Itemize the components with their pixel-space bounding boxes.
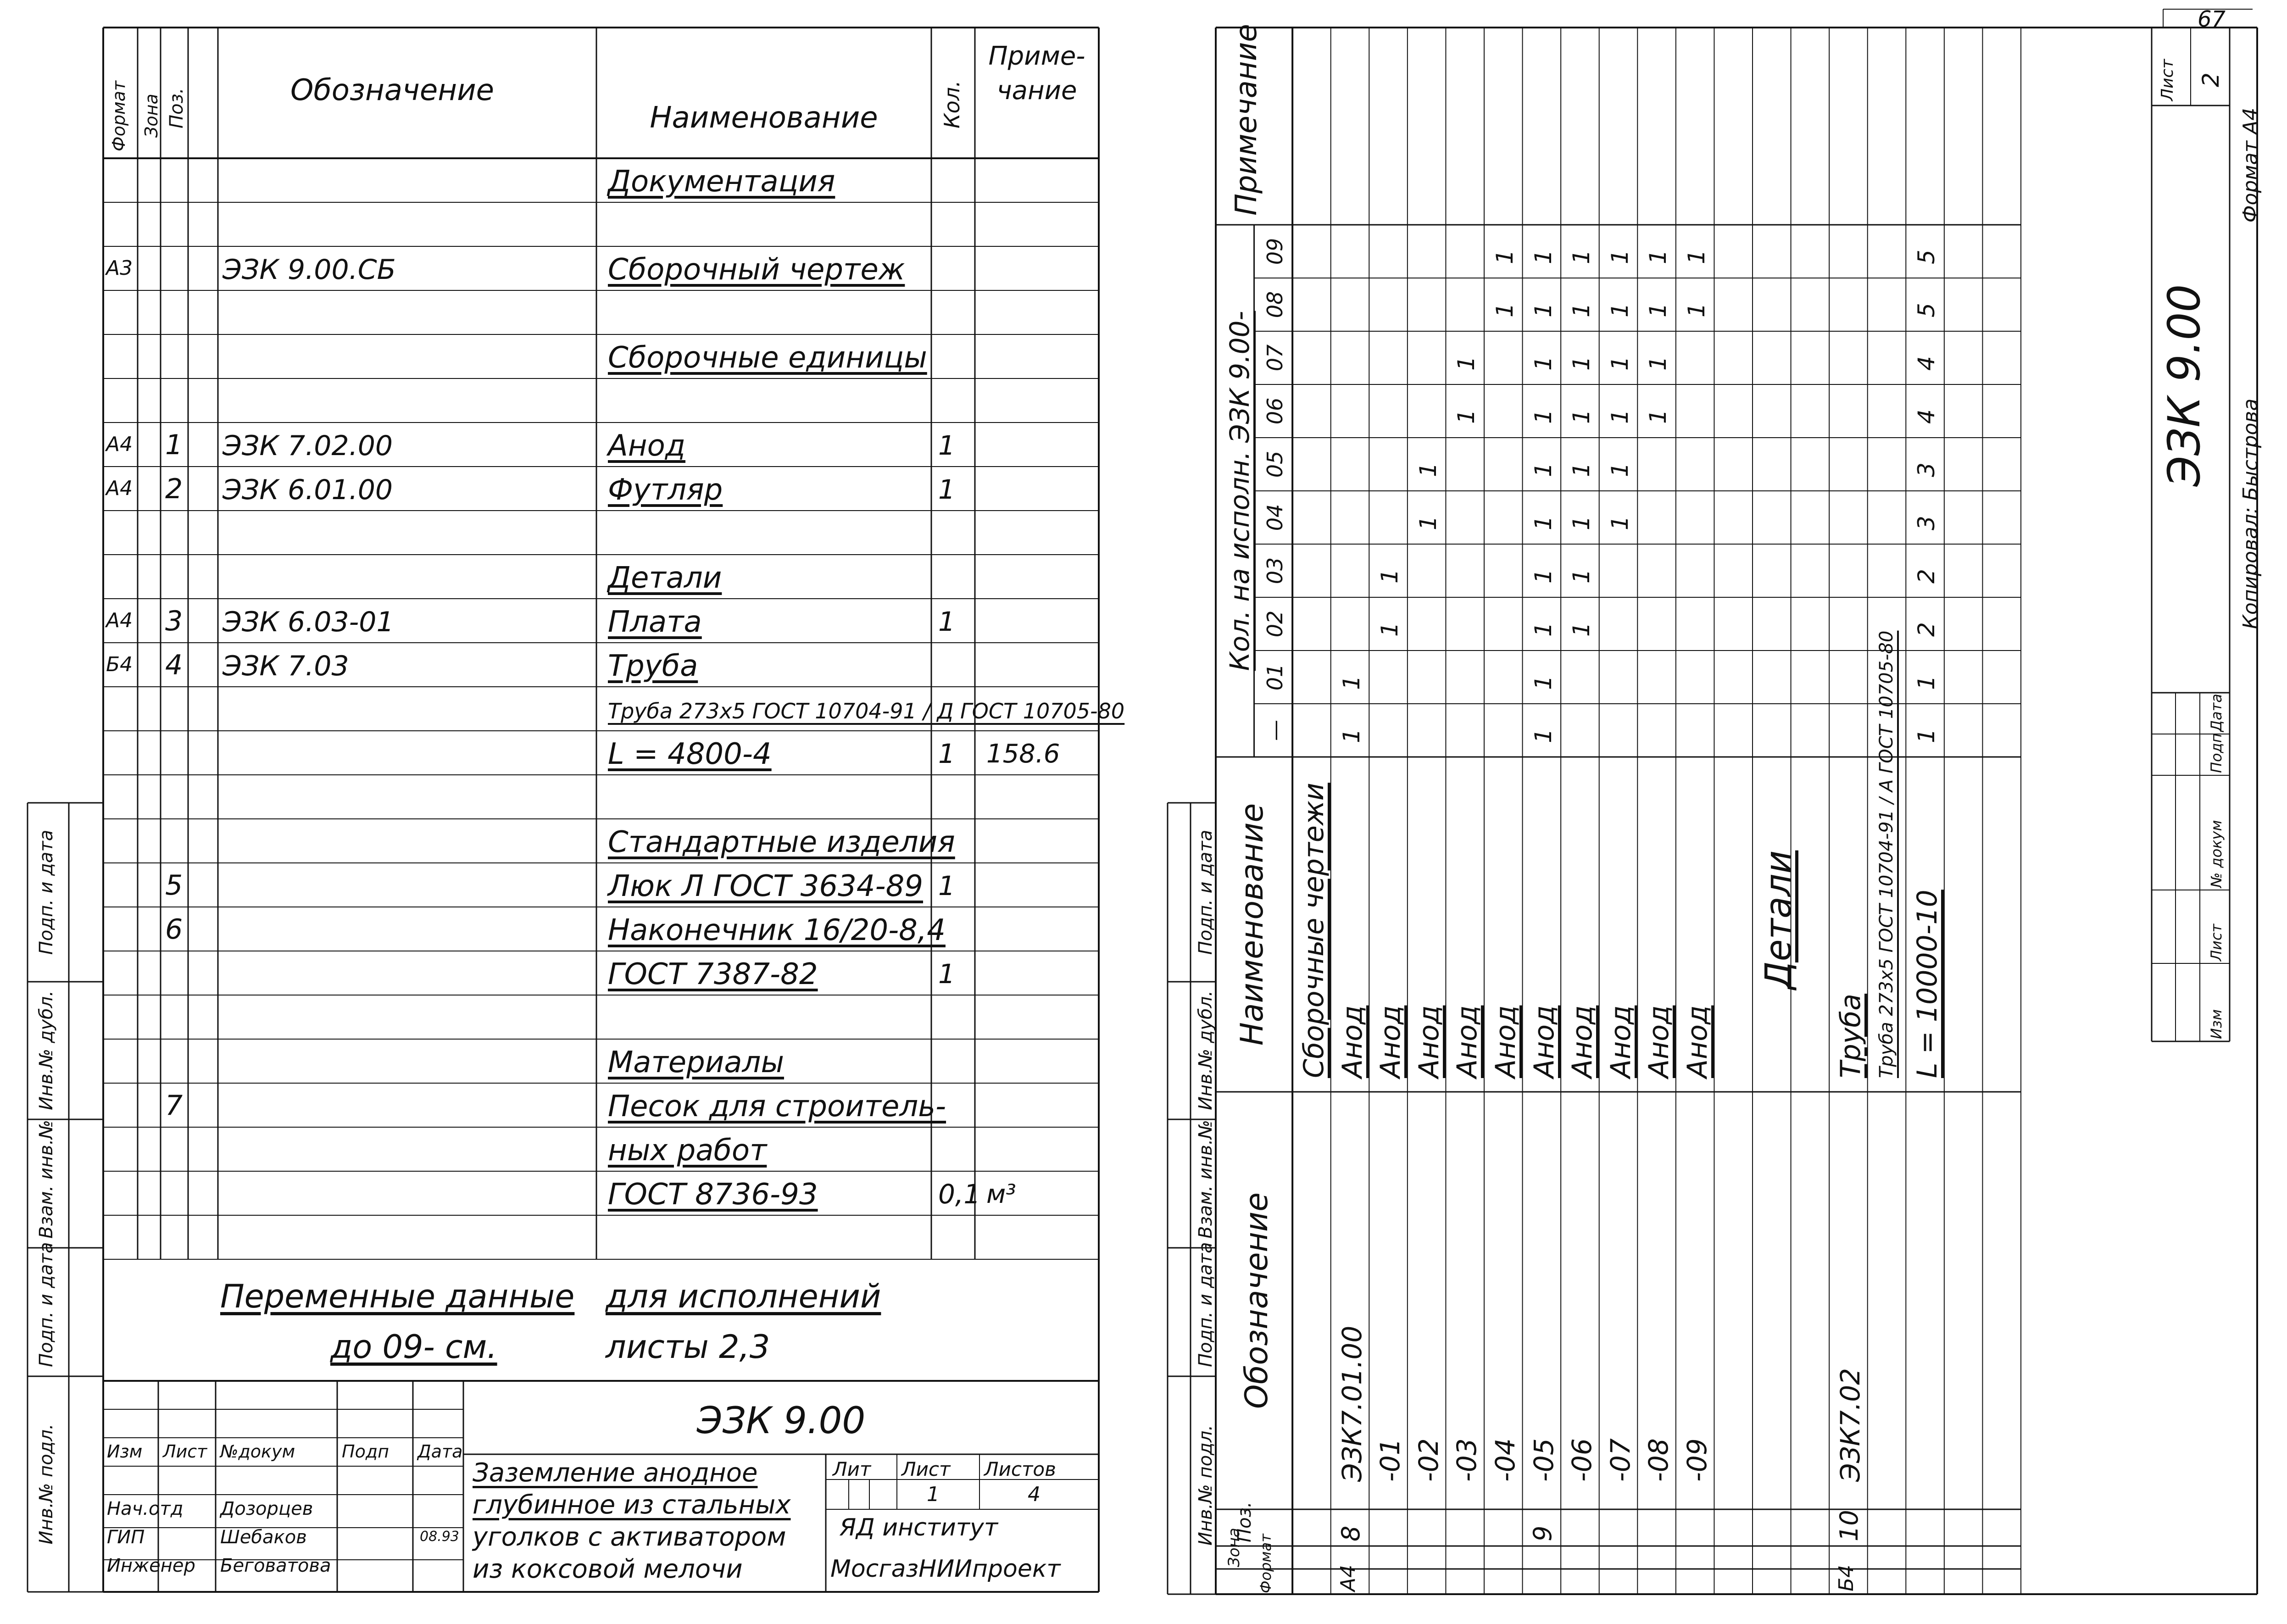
side-stamp-label: Подп. и дата	[36, 1242, 57, 1367]
row-name: Люк Л ГОСТ 3634-89	[608, 869, 924, 903]
title-block-person: Беговатова	[220, 1555, 331, 1576]
row-format: А4	[106, 609, 133, 632]
right-sheet	[1119, 0, 2287, 1624]
header-qty-title: Кол. на исполн. ЭЗК 9.00-	[1224, 311, 1255, 671]
title-block-hdr-sign: Подп	[2208, 733, 2225, 773]
variant-header: 04	[1262, 504, 1287, 531]
title-block-org-line2: МосгазНИИпроект	[830, 1555, 1061, 1583]
row-designation: ЭЗК 6.01.00	[223, 474, 393, 506]
variant-header: 06	[1262, 397, 1287, 425]
row-variant-qty: 1	[1338, 675, 1365, 690]
header-note-line1: Приме-	[988, 41, 1085, 71]
title-block-hdr-date: Дата	[417, 1441, 463, 1462]
row-variant-qty: 1	[1645, 356, 1672, 371]
side-stamp-label: Подп. и дата	[36, 829, 57, 955]
row-variant-qty: 5	[1913, 303, 1940, 317]
row-variant-qty: 1	[1414, 462, 1441, 477]
header-designation: Обозначение	[1239, 1192, 1275, 1409]
title-block-role: ГИП	[107, 1527, 145, 1548]
header-name: Наименование	[650, 101, 878, 135]
row-variant-qty: 2	[1913, 622, 1940, 637]
row-position: 2	[165, 473, 183, 505]
row-variant-qty: 2	[1913, 569, 1940, 584]
header-note: Примечание	[1230, 24, 1263, 216]
title-block-format: Формат А4	[2239, 107, 2262, 223]
row-variant-qty: 1	[1530, 356, 1557, 371]
row-variant-qty: 4	[1913, 356, 1940, 371]
row-format: А4	[1336, 1564, 1360, 1591]
title-block-hdr-sign: Подп	[342, 1441, 389, 1462]
row-position: 4	[165, 649, 183, 681]
row-name: Футляр	[608, 473, 723, 507]
section-heading: Детали	[1758, 850, 1799, 990]
row-quantity: 1	[938, 606, 955, 637]
title-block-sheet: 1	[927, 1483, 940, 1506]
row-variant-qty: 5	[1913, 250, 1940, 264]
row-variant-qty: 1	[1645, 250, 1672, 264]
row-format: Б4	[1835, 1564, 1859, 1591]
row-designation: -08	[1643, 1438, 1675, 1482]
row-name: Труба	[1835, 993, 1867, 1078]
row-name: Наконечник 16/20-8,4	[608, 913, 946, 947]
title-block-sheet-label: Лист	[2158, 59, 2177, 101]
title-block-date: 08.93	[420, 1529, 459, 1545]
row-position: 9	[1528, 1525, 1557, 1541]
row-name: Анод	[1374, 1005, 1407, 1078]
row-designation: ЭЗК 7.02.00	[223, 430, 393, 462]
row-variant-qty: 1	[1913, 729, 1940, 743]
row-format: Б4	[106, 653, 133, 676]
row-variant-qty: 1	[1568, 569, 1595, 584]
title-block-hdr-izm: Изм	[107, 1441, 143, 1462]
side-stamp-label: Инв.№ дубл.	[1195, 990, 1216, 1110]
row-variant-qty: 1	[1568, 250, 1595, 264]
title-block-hdr-list: Лист	[2208, 923, 2225, 961]
row-variant-qty: 1	[1568, 622, 1595, 637]
variable-data-line2-b: листы 2,3	[606, 1328, 770, 1366]
row-variant-qty: 1	[1568, 356, 1595, 371]
row-variant-qty: 1	[1606, 250, 1633, 264]
row-variant-qty: 1	[1530, 675, 1557, 690]
header-format: Формат	[109, 80, 129, 151]
row-designation: ЭЗК7.01.00	[1336, 1325, 1368, 1482]
side-stamp-label: Подп. и дата	[1195, 1242, 1216, 1367]
row-variant-qty: 1	[1913, 675, 1940, 690]
title-block-code: ЭЗК 9.00	[696, 1399, 866, 1442]
row-designation: ЭЗК 7.03	[223, 650, 349, 682]
title-block-code: ЭЗК 9.00	[2159, 284, 2210, 487]
row-name: Труба 273х5 ГОСТ 10704-91 / Д ГОСТ 10705-80	[608, 699, 1125, 723]
section-heading: Стандартные изделия	[608, 825, 955, 859]
variant-header: 02	[1262, 610, 1287, 638]
row-position: 5	[165, 869, 183, 901]
row-name: L = 10000-10	[1911, 890, 1944, 1078]
row-name: Анод	[1604, 1005, 1637, 1078]
row-name: Анод	[1413, 1005, 1445, 1078]
row-name: Плата	[608, 605, 702, 639]
header-pos: Поз.	[1234, 1502, 1255, 1542]
row-variant-qty: 1	[1530, 569, 1557, 584]
row-variant-qty: 1	[1606, 303, 1633, 317]
row-variant-qty: 3	[1913, 462, 1940, 477]
row-quantity: 1	[938, 430, 955, 461]
row-variant-qty: 1	[1530, 303, 1557, 317]
row-name: Анод	[608, 429, 686, 463]
row-variant-qty: 1	[1568, 409, 1595, 424]
title-block-hdr-list: Лист	[163, 1441, 207, 1462]
row-variant-qty: 1	[1530, 462, 1557, 477]
row-name: Анод	[1528, 1005, 1560, 1078]
title-block-title-line: из коксовой мелочи	[473, 1554, 743, 1584]
header-designation: Обозначение	[290, 73, 495, 107]
side-stamp-label: Взам. инв.№	[1195, 1120, 1216, 1239]
title-block-role: Нач.отд	[107, 1498, 184, 1519]
title-block-lit-label: Лит	[833, 1458, 871, 1480]
row-variant-qty: 1	[1568, 516, 1595, 530]
row-variant-qty: 1	[1530, 622, 1557, 637]
variant-header: 01	[1262, 663, 1287, 691]
row-quantity: 1	[938, 738, 955, 769]
variable-data-line1-b: для исполнений	[606, 1278, 881, 1315]
row-quantity: 0,1	[938, 1179, 981, 1210]
row-name: Песок для строитель-	[608, 1090, 946, 1123]
header-note-line2: чание	[996, 76, 1077, 106]
row-name: Анод	[1566, 1005, 1599, 1078]
row-designation: -04	[1490, 1438, 1521, 1482]
row-quantity: 1	[938, 474, 955, 505]
row-name: L = 4800-4	[608, 737, 772, 771]
section-heading: Детали	[608, 561, 722, 595]
row-quantity: 1	[938, 958, 955, 990]
title-block-hdr-date: Дата	[2208, 694, 2225, 732]
variant-header: 07	[1262, 344, 1287, 372]
row-name: ГОСТ 8736-93	[608, 1178, 818, 1212]
variant-header: 09	[1262, 238, 1287, 265]
row-variant-qty: 1	[1606, 516, 1633, 530]
row-variant-qty: 1	[1414, 516, 1441, 530]
row-designation: -05	[1528, 1438, 1559, 1482]
title-block-org-line1: ЯД институт	[840, 1514, 998, 1541]
section-heading: Сборочные единицы	[608, 341, 927, 375]
title-block-sheets: 4	[1028, 1483, 1041, 1506]
section-heading: Документация	[608, 165, 835, 199]
left-sheet	[0, 0, 1125, 1624]
row-name: Труба	[608, 649, 698, 683]
title-block-sheet-label: Лист	[901, 1458, 951, 1480]
row-designation: -03	[1451, 1438, 1483, 1482]
row-format: А4	[106, 477, 133, 500]
row-variant-qty: 1	[1530, 409, 1557, 424]
row-designation: -06	[1566, 1438, 1598, 1482]
row-variant-qty: 3	[1913, 516, 1940, 530]
title-block-title-line: уголков с активатором	[473, 1522, 786, 1552]
title-block-title-line: глубинное из стальных	[473, 1490, 791, 1520]
row-variant-qty: 1	[1645, 409, 1672, 424]
variant-header: 08	[1262, 291, 1287, 318]
row-name: ГОСТ 7387-82	[608, 957, 818, 991]
row-variant-qty: 1	[1568, 303, 1595, 317]
row-position: 10	[1835, 1510, 1864, 1541]
row-name: ных работ	[608, 1134, 767, 1168]
row-variant-qty: 1	[1376, 622, 1403, 637]
row-name: Анод	[1490, 1005, 1522, 1078]
title-block-title-line: Заземление анодное	[473, 1458, 758, 1488]
row-designation: ЭЗК 9.00.СБ	[223, 254, 396, 286]
variant-header: —	[1262, 720, 1287, 741]
row-variant-qty: 1	[1453, 356, 1480, 371]
row-format: А3	[106, 256, 133, 280]
row-note: 158.6	[986, 739, 1060, 769]
title-block-sheet: 2	[2198, 72, 2224, 87]
title-block-person: Шебаков	[220, 1527, 307, 1548]
row-variant-qty: 1	[1645, 303, 1672, 317]
row-name: Анод	[1643, 1005, 1675, 1078]
row-variant-qty: 1	[1491, 303, 1518, 317]
header-zone: Зона	[1225, 1528, 1243, 1567]
title-block-hdr-izm: Изм	[2208, 1009, 2225, 1039]
left-sheet-grid	[0, 0, 1119, 1624]
row-position: 3	[165, 605, 183, 637]
title-block-sheets-label: Листов	[984, 1458, 1056, 1480]
row-position: 8	[1336, 1525, 1365, 1541]
side-stamp-label: Инв.№ подл.	[1195, 1424, 1216, 1546]
row-variant-qty: 1	[1491, 250, 1518, 264]
section-heading: Сборочные чертежи	[1298, 783, 1330, 1078]
row-variant-qty: 1	[1606, 356, 1633, 371]
side-stamp-label: Взам. инв.№	[36, 1120, 57, 1239]
row-designation: ЭЗК 6.03-01	[223, 606, 394, 638]
row-name: Сборочный чертеж	[608, 253, 905, 287]
row-variant-qty: 1	[1453, 409, 1480, 424]
side-stamp-label: Инв.№ дубл.	[36, 990, 57, 1110]
row-designation: -07	[1604, 1438, 1636, 1482]
header-pos: Поз.	[166, 88, 187, 128]
header-name: Наименование	[1234, 803, 1270, 1046]
row-quantity: 1	[938, 870, 955, 901]
header-format: Формат	[1257, 1534, 1274, 1593]
corner-sheet-number: 67	[2198, 6, 2226, 32]
row-variant-qty: 1	[1530, 250, 1557, 264]
row-position: 7	[165, 1090, 183, 1122]
row-variant-qty: 1	[1530, 729, 1557, 743]
title-block-copied: Копировал: Быстрова	[2239, 398, 2262, 629]
header-qty: Кол.	[940, 80, 964, 128]
side-stamp-label: Подп. и дата	[1195, 829, 1216, 955]
row-variant-qty: 4	[1913, 409, 1940, 424]
section-heading: Материалы	[608, 1046, 784, 1079]
row-name: Анод	[1336, 1005, 1369, 1078]
title-block-role: Инженер	[107, 1555, 195, 1576]
title-block-person: Дозорцев	[220, 1498, 313, 1519]
row-position: 1	[165, 429, 183, 461]
variant-header: 05	[1262, 450, 1287, 478]
row-variant-qty: 1	[1606, 462, 1633, 477]
row-name: Труба 273х5 ГОСТ 10704-91 / А ГОСТ 10705-80	[1875, 630, 1897, 1078]
row-variant-qty: 1	[1376, 569, 1403, 584]
row-position: 6	[165, 913, 183, 945]
title-block-hdr-doc: №докум	[220, 1441, 295, 1462]
row-variant-qty: 1	[1606, 409, 1633, 424]
row-variant-qty: 1	[1683, 250, 1710, 264]
title-block-hdr-doc: № докум	[2208, 820, 2225, 888]
row-variant-qty: 1	[1568, 462, 1595, 477]
row-variant-qty: 1	[1683, 303, 1710, 317]
variant-header: 03	[1262, 557, 1287, 584]
variable-data-line2-a: до 09- см.	[330, 1328, 497, 1366]
row-variant-qty: 1	[1338, 729, 1365, 743]
row-format: А4	[106, 433, 133, 456]
side-stamp-label: Инв.№ подл.	[36, 1424, 57, 1545]
header-zone: Зона	[141, 94, 161, 138]
row-name: Анод	[1451, 1005, 1484, 1078]
row-variant-qty: 1	[1530, 516, 1557, 530]
row-designation: -01	[1374, 1438, 1406, 1482]
variable-data-line1-a: Переменные данные	[220, 1278, 575, 1315]
row-designation: ЭЗК7.02	[1835, 1368, 1866, 1482]
row-designation: -09	[1681, 1438, 1713, 1482]
row-designation: -02	[1413, 1438, 1444, 1482]
row-name: Анод	[1681, 1005, 1714, 1078]
row-note: м³	[986, 1179, 1016, 1209]
